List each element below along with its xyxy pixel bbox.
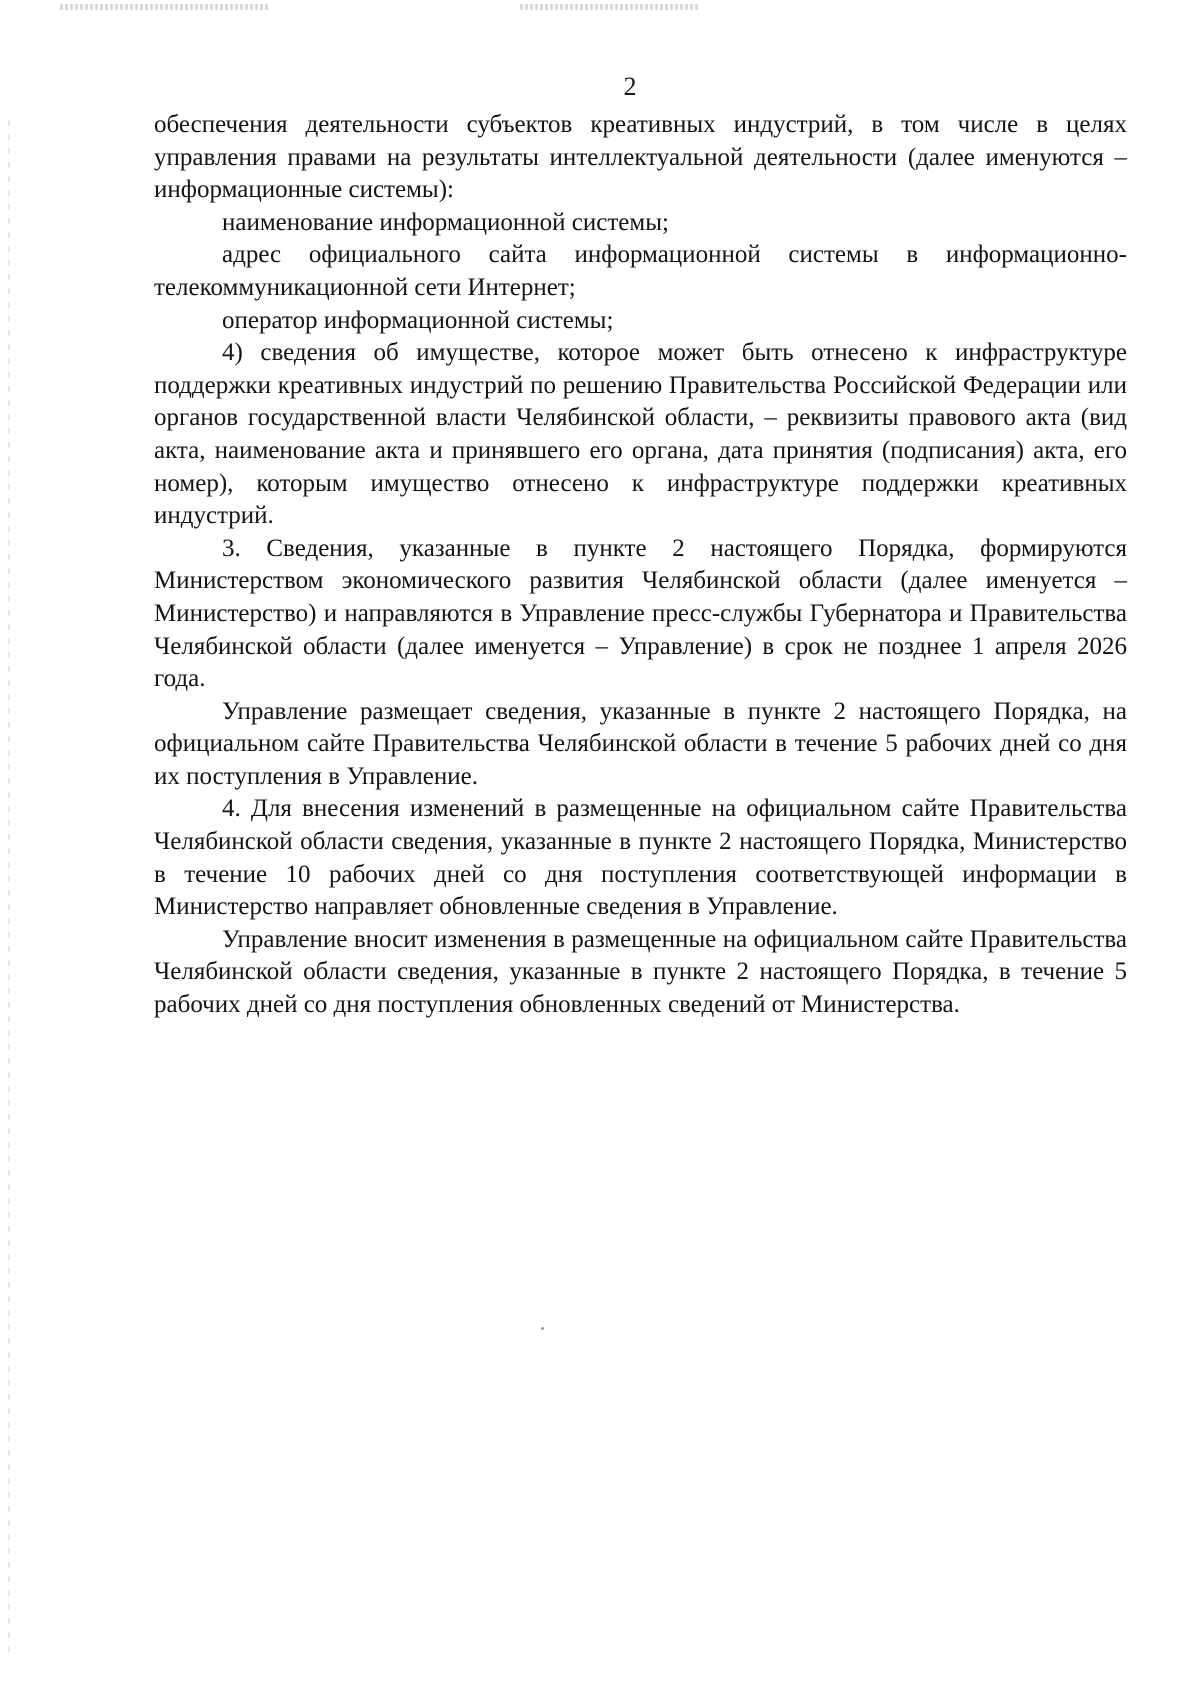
paragraph-clause-3: 3. Сведения, указанные в пункте 2 настоящего Порядка, формируются Министерством экономического развития Челябинской области (далее именуется – Министерство) и направляются в Управление пресс-службы Губернатора и Правительства Челябинской области (далее именуется – Управление) в срок не позднее 1 апреля 2026 года. <box>154 534 1127 693</box>
page-number: 2 <box>623 72 637 101</box>
document-body <box>154 109 1127 1022</box>
list-item-system-operator: оператор информационной системы; <box>222 306 614 334</box>
scan-artifact <box>60 4 270 10</box>
scan-artifact <box>520 4 700 10</box>
paragraph-updates: Управление вносит изменения в размещенные на официальном сайте Правительства Челябинской области сведения, указанные в пункте 2 настоящего Порядка, в течение 5 рабочих дней со дня поступления обновленных сведений от Министерства. <box>154 925 1127 1019</box>
list-item-system-address: адрес официального сайта информационной системы в информационно-телекоммуникационной сети Интернет; <box>154 241 1127 301</box>
paragraph-item-4-property: 4) сведения об имуществе, которое может быть отнесено к инфраструктуре поддержки креативных индустрий по решению Правительства Российской Федерации или органов государственной власти Челябинской области, – реквизиты правового акта (вид акта, наименование акта и принявшего его органа, дата принятия (подписания) акта, его номер), которым имущество отнесено к инфраструктуре поддержки креативных индустрий. <box>154 339 1127 530</box>
paragraph-continuation: обеспечения деятельности субъектов креативных индустрий, в том числе в целях управления правами на результаты интеллектуальной деятельности (далее именуются – информационные системы): <box>154 111 1127 204</box>
paragraph-publication: Управление размещает сведения, указанные в пункте 2 настоящего Порядка, на официальном сайте Правительства Челябинской области в течение 5 рабочих дней со дня их поступления в Управление. <box>154 697 1127 790</box>
scan-speck <box>541 1327 544 1330</box>
paragraph-clause-4: 4. Для внесения изменений в размещенные на официальном сайте Правительства Челябинской области сведения, указанные в пункте 2 настоящего Порядка, Министерство в течение 10 рабочих дней со дня поступления соответствующей информации в Министерство направляет обновленные сведения в Управление. <box>154 795 1127 921</box>
list-item-system-name: наименование информационной системы; <box>222 208 669 236</box>
scan-edge-artifact <box>8 120 10 1660</box>
